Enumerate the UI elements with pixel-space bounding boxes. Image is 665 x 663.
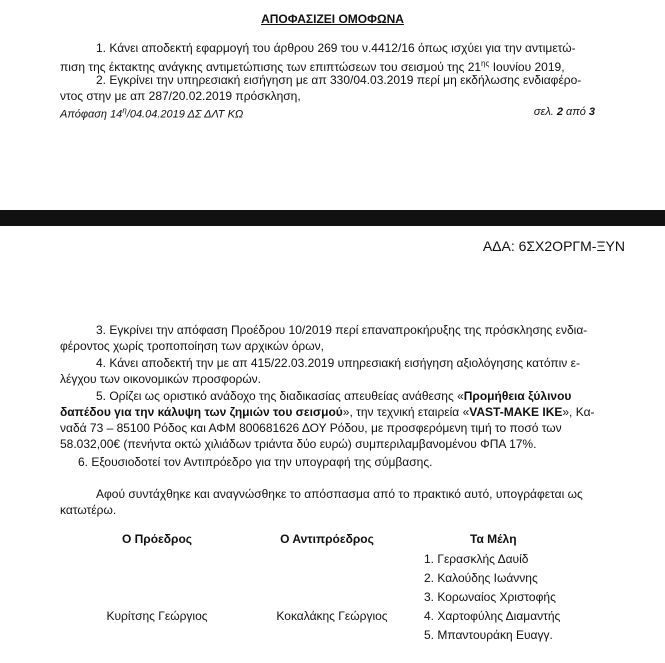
- vice-president-name: Κοκαλάκης Γεώργιος: [276, 609, 388, 623]
- footer-decision-ref: Απόφαση $14^\eta/04.04.2019$ ΔΣ ΔΛΤ ΚΩ: [60, 106, 244, 121]
- item-5-line-1: 5. Ορίζει ως οριστικό ανάδοχο της διαδικασίας απευθείας ανάθεσης «Προμήθεια ξύλινου: [96, 389, 572, 403]
- closing-line-2: κατωτέρω.: [60, 503, 117, 517]
- item-5-line-2: δαπέδου για την κάλυψη των ζημιών του σεισμού», την τεχνική εταιρεία «VAST-MAKE IKE», Κα-: [60, 405, 595, 419]
- item-2-line-2: ντος στην με απ 287/20.02.2019 πρόσκληση,: [60, 89, 301, 103]
- members-title: Τα Μέλη: [470, 532, 517, 546]
- member-5: 5. Μπαντουράκη Ευαγγ.: [424, 628, 553, 642]
- item-2-line-1: 2. Εγκρίνει την υπηρεσιακή εισήγηση με απ 330/04.03.2019 περί μη εκδήλωσης ενδιαφέρο-: [96, 73, 582, 87]
- member-4: 4. Χαρτοφύλης Διαμαντής: [424, 609, 561, 623]
- page-break: [0, 210, 665, 226]
- item-1-line-2: πιση της έκτακτης ανάγκης αντιμετώπισης των επιπτώσεων του σεισμού της $21^{\eta\varsigma}$ Ιουνίου 2019,: [60, 59, 565, 74]
- item-3-line-1: 3. Εγκρίνει την απόφαση Προέδρου 10/2019 περί επαναπροκήρυξης της πρόσκλησης ενδια-: [96, 323, 588, 337]
- footer-page-number: σελ. 2 από 3: [533, 106, 595, 118]
- member-1: 1. Γερασκλής Δαυίδ: [424, 552, 529, 566]
- item-3-line-2: φέροντος χωρίς τροποποίηση των αρχικών όρων,: [60, 339, 324, 353]
- item-5-line-4: 58.032,00€ (πενήντα οκτώ χιλιάδων τριάντα δύο ευρώ) συμπεριλαμβανομένου ΦΠΑ 17%.: [60, 437, 537, 451]
- item-4-line-2: λέγχου των οικονομικών προσφορών.: [60, 372, 262, 386]
- closing-line-1: Αφού συντάχθηκε και αναγνώσθηκε το απόσπασμα από το πρακτικό αυτό, υπογράφεται ως: [96, 487, 583, 501]
- ada-code: ΑΔΑ: 6ΣΧ2ΟΡΓΜ-ΞΥΝ: [482, 238, 625, 254]
- president-title: Ο Πρόεδρος: [121, 532, 193, 546]
- item-4-line-1: 4. Κάνει αποδεκτή την με απ 415/22.03.2019 υπηρεσιακή εισήγηση αξιολόγησης κατόπιν ε-: [96, 356, 580, 370]
- member-2: 2. Καλούδης Ιωάννης: [424, 571, 538, 585]
- member-3: 3. Κορωναίος Χριστοφής: [424, 590, 556, 604]
- decision-heading: ΑΠΟΦΑΣΙΖΕΙ ΟΜΟΦΩΝΑ: [261, 12, 404, 26]
- vice-president-title: Ο Αντιπρόεδρος: [280, 532, 374, 546]
- item-6: 6. Εξουσιοδοτεί τον Αντιπρόεδρο για την υπογραφή της σύμβασης.: [78, 455, 433, 469]
- president-name: Κυρίτσης Γεώργιος: [106, 609, 208, 623]
- item-1-line-1: 1. Κάνει αποδεκτή εφαρμογή του άρθρου 269 του ν.4412/16 όπως ισχύει για την αντιμετώ-: [96, 41, 576, 55]
- item-5-line-3: ναδά 73 – 85100 Ρόδος και ΑΦΜ 800681626 ΔΟΥ Ρόδου, με προσφερόμενη τιμή το ποσό των: [60, 421, 562, 435]
